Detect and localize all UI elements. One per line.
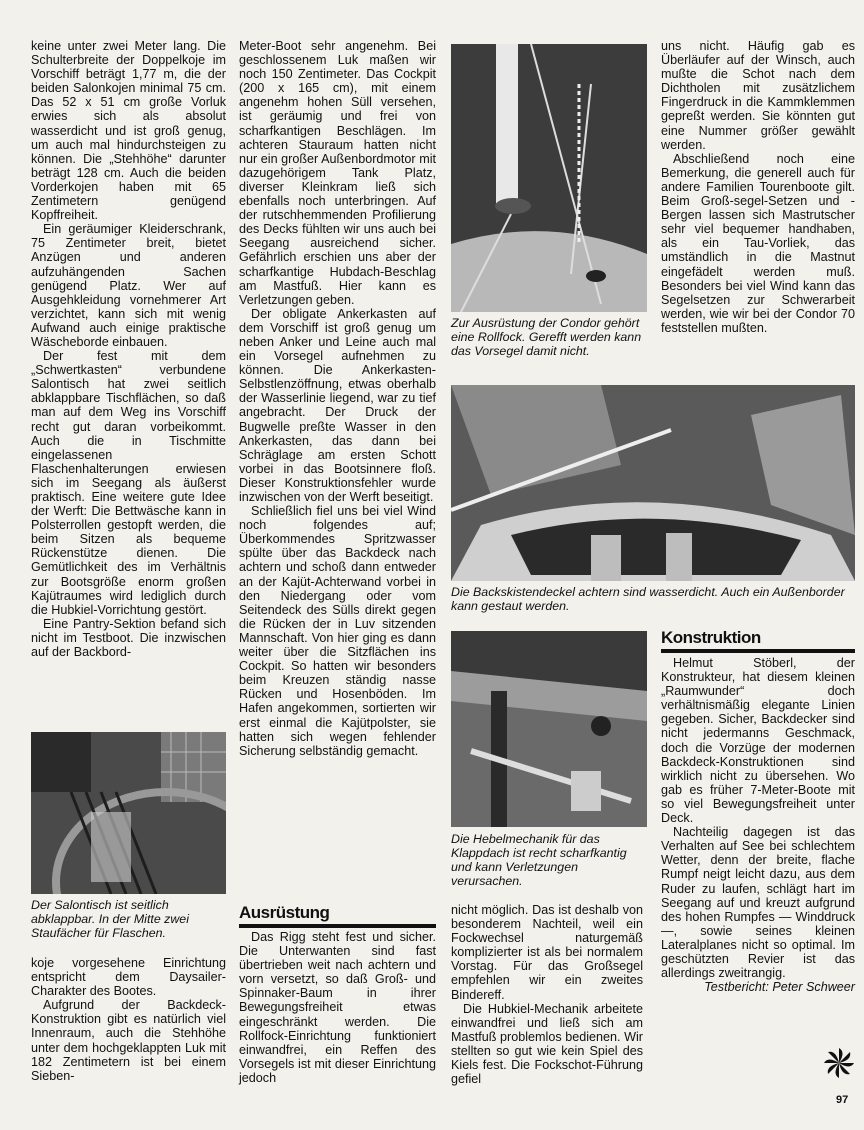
column-4-bottom (661, 656, 855, 994)
paragraph: Eine Pantry-Sektion befand sich nicht im Testboot. Die inzwischen auf der Backbord- (31, 616, 226, 660)
paragraph: keine unter zwei Meter lang. Die Schulterbreite der Doppelkoje im Vorschiff beträgt 1,77 m, die der beiden Salonkojen minimal 75 cm. Das 52 x 51 cm große Vorluk erwies sich als absolut wasserdicht und ist groß genug, um auch mal hindurchsteigen zu können. Die „Stehhöhe“ darunter beträgt 128 cm. Auch die beiden Vorderkojen haben mit 65 Zentimetern genügend Kopffreiheit. (31, 39, 226, 223)
salon-table-caption: Der Salontisch ist seitlich abklappbar. In der Mitte zwei Staufächer für Flaschen. (31, 898, 189, 940)
paragraph: Abschließend noch eine Bemerkung, die generell auch für andere Familien Tourenboote gilt. Beim Groß-segel-Setzen und -Bergen lassen sich Mastrutscher sehr viel bequemer handhaben, als ein Tau-Vorliek, das umständlich in die Mastnut eingefädelt werden muß. Besonders bei viel Wind kann das Segelsetzen zur Schwerarbeit werden, wie wir bei der Condor 70 feststellen mußten. (661, 151, 855, 335)
paragraph: koje vorgesehene Einrichtung entspricht dem Daysailer-Charakter des Bootes. (31, 956, 226, 999)
paragraph: Meter-Boot sehr angenehm. Bei geschlossenem Luk maßen wir noch 150 Zentimeter. Das Cockpit (200 x 165 cm), mit einem angenehm hohen Süll versehen, ist geräumig und frei von scharfkantigen Beschlägen. Im achteren Stauraum hatten nicht nur ein großer Außenbordmotor mit dazugehörigem Tank Platz, diverser Kleinkram ließ sich ebenfalls noch unterbringen. Auf der rutschhemmenden Profilierung des Decks fühlten wir uns auch bei Seegang ausreichend sicher. Gefährlich erschien uns aber der scharfkantige Hubdach-Beschlag am Mastfuß. Hier kann es Verletzungen geben. (239, 39, 436, 307)
column-3-bottom (451, 903, 643, 1086)
section-heading-ausruestung: Ausrüstung (239, 903, 436, 928)
rollfock-photo (451, 44, 647, 312)
section-heading-konstruktion: Konstruktion (661, 628, 855, 653)
salon-table-photo (31, 732, 226, 894)
paragraph: Die Hubkiel-Mechanik arbeitete einwandfrei und ließ sich am Mastfuß problemlos bedienen. Wir stellten so gut wie kein Spiel des Kiels fest. Die Fockschot-Führung gefiel (451, 1001, 643, 1087)
paragraph: Der obligate Ankerkasten auf dem Vorschiff ist groß genug um neben Anker und Leine auch mal ein Vorsegel aufnehmen zu können. Die Ankerkasten-Selbstlenzöffnung, etwas oberhalb der Wasserlinie liegend, war zu tief angebracht. Der Druck der Bugwelle preßte Wasser in den Ankerkasten, das dann bei Schräglage am ersten Schott vorbei in das Bootsinnere floß. Dieser Konstruktionsfehler wurde inzwischen von der Werft beseitigt. (239, 306, 436, 504)
lever-mechanism-caption: Die Hebelmechanik für das Klappdach ist recht scharfkantig und kann Verletzungen verursachen. (451, 832, 627, 888)
column-1-top (31, 39, 226, 659)
column-2-bottom (239, 930, 436, 1085)
lever-mechanism-photo (451, 631, 647, 827)
paragraph: Aufgrund der Backdeck-Konstruktion gibt es natürlich viel Innenraum, auch die Stehhöhe unter dem hochgeklappten Luk mit 182 Zentimetern ist bei einem Sieben- (31, 998, 226, 1083)
paragraph: uns nicht. Häufig gab es Überläufer auf der Winsch, auch mußte die Schot nach dem Dichtholen mit zusätzlichem Fingerdruck in die Kammklemmen gepreßt werden. Sie könnten gut eine Nummer größer gewählt werden. (661, 39, 855, 152)
paragraph: Nachteilig dagegen ist das Verhalten auf See bei schlechtem Wetter, denn der breite, flache Rumpf neigt leicht dazu, aus dem Ruder zu laufen, schlägt hart im Seegang auf und kreuzt aufgrund des hohen Rumpfes — Winddruck —, sowie seines kleinen Lateralplanes nicht so optimal. Im geschützten Revier ist das allerdings zweitrangig. (661, 825, 855, 981)
paragraph: nicht möglich. Das ist deshalb von besonderem Nachteil, weil ein Fockwechsel naturgemäß komplizierter ist als bei normalem Vorstag. Für das Großsegel empfehlen wir ein zweites Bindereff. (451, 903, 643, 1002)
paragraph: Das Rigg steht fest und sicher. Die Unterwanten sind fast übertrieben weit nach achtern und vorn versetzt, so daß Groß- und Spinnaker-Baum in ihrer Bewegungsfreiheit etwas eingeschränkt werden. Die Rollfock-Einrichtung funktioniert einwandfrei, ein Reffen des Vorsegels ist mit dieser Einrichtung jedoch (239, 930, 436, 1085)
byline: Testbericht: Peter Schweer (704, 980, 855, 995)
cockpit-lockers-photo (451, 385, 855, 581)
paragraph: Der fest mit dem „Schwertkasten“ verbundene Salontisch hat zwei seitlich abklappbare Tischflächen, so daß man auf dem Weg ins Vorschiff recht gut daran vorbeikommt. Auch die in Tischmitte eingelassenen Flaschenhalterungen erwiesen sich im Seegang als äußerst praktisch. Eine weitere gute Idee der Werft: Die Bettwäsche kann in Polsterrollen gestopft werden, die beim Sitzen als bequeme Rückenstütze dienen. Die Gemütlichkeit des im Verhältnis zur Bootsgröße enorm großen Kajütraumes wird lediglich durch die Hubkiel-Vorrichtung gestört. (31, 349, 226, 617)
column-4-top (661, 39, 855, 335)
column-1-bottom (31, 956, 226, 1083)
paragraph: Helmut Stöberl, der Konstrukteur, hat diesem kleinen „Raumwunder“ doch verhältnismäßig elegante Linien gegeben. Sicher, Backdecker sind nicht jedermanns Geschmack, doch die Vorzüge der modernen Backdeck-Konstruktionen sind wirklich nicht zu übersehen. Wo gab es früher 7-Meter-Boote mit so viel Bewegungsfreiheit unter Deck. (661, 656, 855, 826)
rollfock-caption: Zur Ausrüstung der Condor gehört eine Rollfock. Gerefft werden kann das Vorsegel damit nicht. (451, 316, 642, 358)
paragraph: Ein geräumiger Kleiderschrank, 75 Zentimeter breit, bietet Anzügen und anderen aufzuhängenden Sachen genügend Platz. Wer auf Ausgehkleidung vornehmerer Art verzichtet, kann sich mit wenig Aufwand auch einige praktische Wäscheborde einbauen. (31, 222, 226, 349)
column-2-top (239, 39, 436, 758)
cockpit-lockers-caption: Die Backskistendeckel achtern sind wasserdicht. Auch ein Außenborder kann gestaut werden. (451, 585, 845, 613)
paragraph: Schließlich fiel uns bei viel Wind noch folgendes auf; Überkommendes Spritzwasser spülte über das Backdeck nach achtern und schoß dann entweder an der Kajüt-Achterwand vorbei in den Niedergang oder vom Seitendeck des Sülls direkt gegen die Rücken der in Luv sitzenden Mannschaft. Von hier ging es dann weiter über die Sitzflächen ins Cockpit. So hatten wir besonders beim Kreuzen ständig nasse Rücken und Hosenböden. Im Hafen angekommen, sortierten wir erst einmal die Kajütpolster, sie hatten sich wegen fehlender Sicherung selbständig gemacht. (239, 504, 436, 758)
end-mark-icon (822, 1046, 856, 1080)
page-number: 97 (836, 1094, 849, 1106)
